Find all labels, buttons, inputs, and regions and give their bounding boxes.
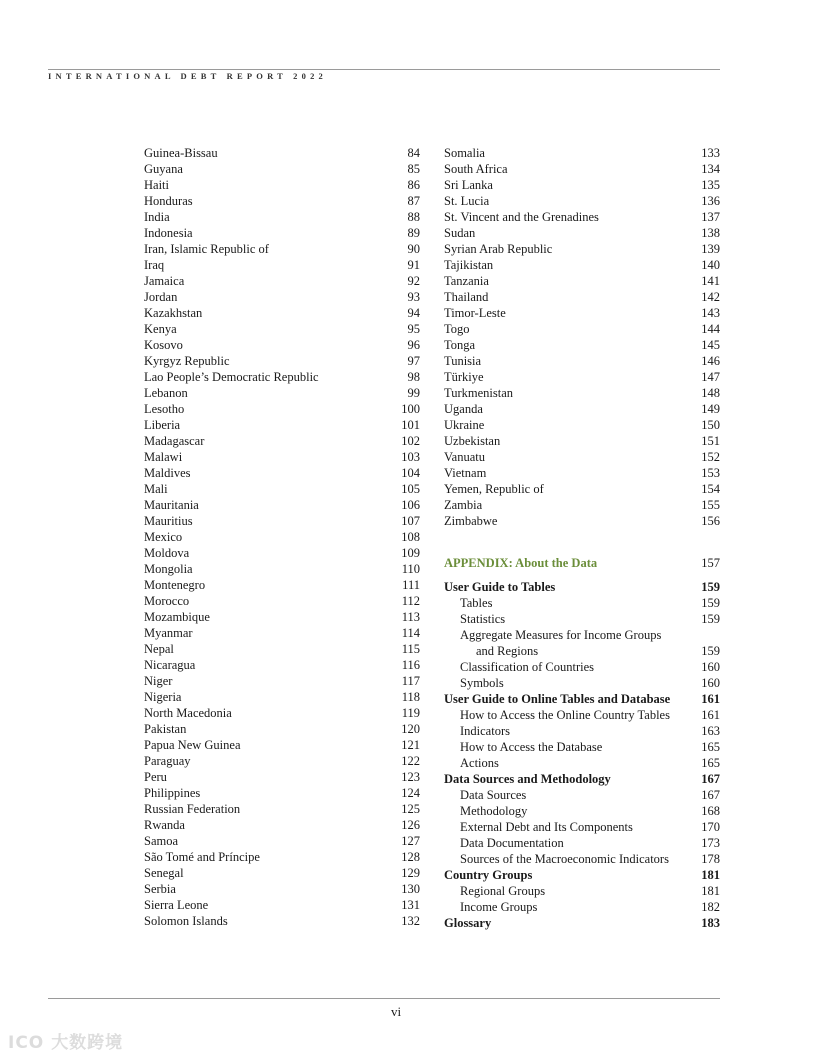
toc-entry[interactable] [144, 193, 420, 209]
toc-entry-label: Mauritania [144, 498, 199, 512]
toc-entry[interactable] [444, 433, 720, 449]
toc-entry-page: 151 [701, 434, 720, 448]
toc-entry-label: Guinea-Bissau [144, 146, 218, 160]
toc-entry[interactable] [444, 401, 720, 417]
toc-entry-label: Senegal [144, 866, 184, 880]
toc-entry[interactable] [444, 209, 720, 225]
toc-entry-label: User Guide to Online Tables and Database [444, 692, 671, 706]
toc-entry-page: 146 [701, 354, 720, 368]
toc-entry[interactable] [144, 353, 420, 369]
page-number: vi [390, 1004, 402, 1019]
toc-entry-page: 121 [401, 738, 420, 752]
toc-entry-label: Nigeria [144, 690, 182, 704]
toc-entry-label: Vanuatu [444, 450, 485, 464]
toc-entry-label: St. Vincent and the Grenadines [444, 210, 599, 224]
toc-entry-page: 144 [701, 322, 720, 336]
toc-entry-page: 147 [701, 370, 720, 384]
toc-entry-page: 99 [407, 386, 420, 400]
toc-entry-page: 130 [401, 882, 420, 896]
toc-entry-page: 86 [407, 178, 420, 192]
toc-entry-page: 167 [701, 772, 720, 786]
toc-entry-page: 139 [701, 242, 720, 256]
running-head: INTERNATIONAL DEBT REPORT 2022 [48, 71, 327, 81]
toc-entry-page: 165 [701, 740, 720, 754]
toc-entry-label: Paraguay [144, 754, 191, 768]
toc-entry[interactable] [444, 369, 720, 385]
toc-entry-page: 161 [701, 708, 720, 722]
toc-entry[interactable] [144, 641, 420, 657]
toc-entry[interactable] [144, 497, 420, 513]
toc-entry-page: 100 [401, 402, 420, 416]
toc-entry-page: 159 [701, 580, 720, 594]
toc-entry[interactable] [144, 657, 420, 673]
bottom-rule [48, 998, 720, 999]
toc-entry[interactable] [444, 353, 720, 369]
toc-subentry[interactable] [444, 835, 720, 851]
toc-entry-label: Morocco [144, 594, 190, 608]
toc-section[interactable] [444, 867, 720, 883]
toc-subentry[interactable] [444, 755, 720, 771]
toc-entry[interactable] [444, 193, 720, 209]
toc-entry-page: 132 [401, 914, 420, 928]
spacer [444, 571, 720, 579]
toc-entry[interactable] [444, 497, 720, 513]
toc-entry-label: Nepal [144, 642, 174, 656]
toc-entry[interactable] [444, 417, 720, 433]
toc-entry-page: 153 [701, 466, 720, 480]
toc-entry[interactable] [444, 305, 720, 321]
toc-entry-label: Niger [144, 674, 173, 688]
toc-subentry[interactable] [444, 787, 720, 803]
toc-entry-page: 116 [401, 658, 420, 672]
toc-entry-label: Timor-Leste [444, 306, 506, 320]
toc-entry-label: Lao People’s Democratic Republic [144, 370, 319, 384]
toc-entry[interactable] [444, 337, 720, 353]
toc-entry-label: Data Documentation [460, 836, 564, 850]
toc-entry-label: Ukraine [444, 418, 485, 432]
toc-entry[interactable] [144, 817, 420, 833]
toc-entry-label: Sources of the Macroeconomic Indicators [460, 852, 669, 866]
toc-entry[interactable] [144, 897, 420, 913]
toc-entry[interactable] [144, 801, 420, 817]
toc-entry[interactable] [144, 385, 420, 401]
toc-entry-page: 90 [407, 242, 420, 256]
toc-entry-page: 112 [401, 594, 420, 608]
toc-entry[interactable] [444, 513, 720, 529]
toc-entry-label: Liberia [144, 418, 181, 432]
toc-entry-label: Sierra Leone [144, 898, 209, 912]
toc-entry-page: 114 [401, 626, 420, 640]
toc-entry-page: 126 [401, 818, 420, 832]
toc-entry-label: Data Sources and Methodology [444, 772, 611, 786]
toc-entry-page: 119 [401, 706, 420, 720]
toc-entry-page: 163 [701, 724, 720, 738]
toc-entry-page: 101 [401, 418, 420, 432]
toc-subentry[interactable] [444, 739, 720, 755]
toc-entry-page: 131 [401, 898, 420, 912]
toc-entry-page: 150 [701, 418, 720, 432]
toc-entry-page: 137 [701, 210, 720, 224]
toc-entry-page: 136 [701, 194, 720, 208]
toc-subentry[interactable] [444, 659, 720, 675]
toc-entry-label: Mali [144, 482, 168, 496]
toc-entry-page: 94 [407, 306, 420, 320]
toc-entry-page: 134 [701, 162, 720, 176]
toc-entry-page: 120 [401, 722, 420, 736]
toc-entry-label: How to Access the Database [460, 740, 603, 754]
toc-subentry[interactable] [444, 723, 720, 739]
toc-section[interactable] [444, 691, 720, 707]
toc-entry[interactable] [444, 161, 720, 177]
toc-entry[interactable] [144, 289, 420, 305]
toc-entry-page: 103 [401, 450, 420, 464]
toc-entry-label: Russian Federation [144, 802, 241, 816]
toc-entry-page: 141 [701, 274, 720, 288]
toc-entry[interactable] [144, 737, 420, 753]
toc-entry-page: 104 [401, 466, 420, 480]
toc-entry[interactable] [444, 449, 720, 465]
toc-entry-page: 159 [701, 612, 720, 626]
toc-entry-label: Indicators [460, 724, 510, 738]
toc-entry-label: Nicaragua [144, 658, 196, 672]
toc-entry-label: St. Lucia [444, 194, 490, 208]
toc-entry-label: North Macedonia [144, 706, 232, 720]
toc-entry[interactable] [144, 369, 420, 385]
toc-entry-label: Kazakhstan [144, 306, 203, 320]
toc-entry[interactable] [444, 225, 720, 241]
toc-entry[interactable] [144, 401, 420, 417]
toc-entry-label: India [144, 210, 170, 224]
toc-entry-label: Yemen, Republic of [444, 482, 544, 496]
toc-entry-page: 182 [701, 900, 720, 914]
toc-entry[interactable] [444, 481, 720, 497]
toc-entry[interactable] [144, 529, 420, 545]
toc-entry-page: 152 [701, 450, 720, 464]
toc-subentry[interactable] [444, 899, 720, 915]
toc-entry[interactable] [144, 513, 420, 529]
toc-entry-page: 110 [401, 562, 420, 576]
toc-entry-label: Togo [444, 322, 470, 336]
toc-entry[interactable] [144, 769, 420, 785]
toc-entry-page: 85 [407, 162, 420, 176]
toc-entry-label: Mexico [144, 530, 183, 544]
toc-entry-label: Lebanon [144, 386, 188, 400]
toc-entry-label: Sudan [444, 226, 476, 240]
toc-entry-page: 102 [401, 434, 420, 448]
toc-entry-label: Syrian Arab Republic [444, 242, 553, 256]
toc-entry-page: 106 [401, 498, 420, 512]
toc-entry-page: 128 [401, 850, 420, 864]
toc-subentry[interactable] [444, 595, 720, 611]
toc-entry-label: Tonga [444, 338, 476, 352]
toc-entry-page: 161 [701, 692, 720, 706]
toc-entry-label: Lesotho [144, 402, 185, 416]
toc-entry-page: 118 [401, 690, 420, 704]
toc-entry-label: Turkmenistan [444, 386, 513, 400]
toc-entry-page: 84 [407, 146, 420, 160]
toc-entry[interactable] [144, 705, 420, 721]
toc-entry-label: Actions [460, 756, 499, 770]
toc-entry-page: 140 [701, 258, 720, 272]
toc-entry[interactable] [144, 721, 420, 737]
toc-entry-label: Vietnam [444, 466, 487, 480]
toc-entry-label: Myanmar [144, 626, 193, 640]
toc-entry-label: Kenya [144, 322, 177, 336]
toc-entry[interactable] [144, 225, 420, 241]
toc-entry-label: Haiti [144, 178, 169, 192]
toc-entry-label: Mongolia [144, 562, 193, 576]
toc-entry-label: Symbols [460, 676, 504, 690]
toc-entry-page: 111 [402, 578, 420, 592]
toc-entry-label: Kosovo [144, 338, 183, 352]
toc-entry[interactable] [444, 321, 720, 337]
toc-entry-page: 156 [701, 514, 720, 528]
toc-entry-label: and Regions [476, 644, 539, 658]
toc-entry-page: 105 [401, 482, 420, 496]
toc-subentry[interactable] [444, 627, 720, 643]
toc-entry-label: Zimbabwe [444, 514, 498, 528]
toc-subentry-cont[interactable] [444, 643, 720, 659]
toc-entry-page: 107 [401, 514, 420, 528]
toc-entry-page: 123 [401, 770, 420, 784]
toc-entry[interactable] [444, 465, 720, 481]
toc-entry[interactable] [144, 545, 420, 561]
toc-entry[interactable] [144, 785, 420, 801]
toc-entry-label: Tanzania [444, 274, 489, 288]
toc-entry-page: 159 [701, 644, 720, 658]
toc-entry-label: Uganda [444, 402, 483, 416]
toc-entry-label: Methodology [460, 804, 528, 818]
toc-entry-page: 135 [701, 178, 720, 192]
toc-entry-label: Indonesia [144, 226, 193, 240]
toc-entry-page: 160 [701, 660, 720, 674]
toc-entry-page: 109 [401, 546, 420, 560]
toc-entry-page: 148 [701, 386, 720, 400]
toc-entry[interactable] [144, 337, 420, 353]
toc-entry-label: Classification of Countries [460, 660, 595, 674]
toc-entry-page: 138 [701, 226, 720, 240]
toc-entry-label: Malawi [144, 450, 183, 464]
toc-entry-label: APPENDIX: About the Data [444, 556, 598, 570]
toc-entry[interactable] [144, 753, 420, 769]
toc-entry-label: Uzbekistan [444, 434, 501, 448]
toc-entry[interactable] [144, 433, 420, 449]
toc-entry-page: 115 [401, 642, 420, 656]
toc-entry-label: Madagascar [144, 434, 205, 448]
toc-subentry[interactable] [444, 675, 720, 691]
toc-entry-page: 160 [701, 676, 720, 690]
toc-entry-page: 98 [407, 370, 420, 384]
toc-entry-label: Jamaica [144, 274, 185, 288]
toc-entry-label: External Debt and Its Components [460, 820, 633, 834]
watermark [8, 1028, 123, 1053]
toc-entry-page: 122 [401, 754, 420, 768]
toc-entry-label: Thailand [444, 290, 489, 304]
toc-entry-page: 143 [701, 306, 720, 320]
toc-entry[interactable] [144, 625, 420, 641]
toc-entry-page: 93 [407, 290, 420, 304]
toc-entry-label: Sri Lanka [444, 178, 493, 192]
toc-entry-label: Serbia [144, 882, 176, 896]
toc-entry-label: Iran, Islamic Republic of [144, 242, 269, 256]
toc-entry-page: 159 [701, 596, 720, 610]
toc-entry[interactable] [444, 257, 720, 273]
toc-entry-page: 154 [701, 482, 720, 496]
toc-entry[interactable] [144, 241, 420, 257]
toc-subentry[interactable] [444, 819, 720, 835]
toc-entry-page: 88 [407, 210, 420, 224]
toc-left-column [144, 145, 420, 929]
toc-entry-label: Guyana [144, 162, 183, 176]
toc-entry-page: 157 [701, 556, 720, 570]
toc-entry-page: 127 [401, 834, 420, 848]
toc-subentry[interactable] [444, 803, 720, 819]
toc-entry[interactable] [144, 609, 420, 625]
toc-entry-label: Jordan [144, 290, 178, 304]
toc-entry-label: Somalia [444, 146, 485, 160]
toc-entry-page: 167 [701, 788, 720, 802]
toc-entry[interactable] [444, 289, 720, 305]
toc-entry-page: 124 [401, 786, 420, 800]
toc-entry-label: São Tomé and Príncipe [144, 850, 260, 864]
toc-entry[interactable] [144, 577, 420, 593]
toc-entry-label: Maldives [144, 466, 191, 480]
toc-entry-label: South Africa [444, 162, 508, 176]
toc-entry[interactable] [144, 849, 420, 865]
toc-entry-label: Tables [460, 596, 493, 610]
toc-entry-label: Aggregate Measures for Income Groups [460, 628, 662, 642]
toc-entry[interactable] [144, 465, 420, 481]
toc-entry-page: 125 [401, 802, 420, 816]
toc-entry[interactable] [144, 481, 420, 497]
toc-entry-label: Peru [144, 770, 167, 784]
toc-entry-label: Income Groups [460, 900, 538, 914]
toc-entry-page: 133 [701, 146, 720, 160]
toc-entry-page: 117 [401, 674, 420, 688]
toc-entry-page: 97 [407, 354, 420, 368]
toc-entry[interactable] [144, 673, 420, 689]
toc-entry-page: 129 [401, 866, 420, 880]
toc-entry[interactable] [444, 177, 720, 193]
toc-entry-page: 108 [401, 530, 420, 544]
toc-entry-label: Papua New Guinea [144, 738, 241, 752]
toc-entry-page: 173 [701, 836, 720, 850]
toc-entry-page: 87 [407, 194, 420, 208]
toc-entry-page: 149 [701, 402, 720, 416]
toc-entry-page: 92 [407, 274, 420, 288]
toc-entry[interactable] [144, 209, 420, 225]
toc-entry[interactable] [144, 321, 420, 337]
toc-entry-page: 91 [407, 258, 420, 272]
toc-entry-label: Kyrgyz Republic [144, 354, 230, 368]
toc-entry-page: 113 [401, 610, 420, 624]
watermark-logo: ICO [8, 1033, 45, 1053]
toc-entry-label: Statistics [460, 612, 506, 626]
toc-entry-label: User Guide to Tables [444, 580, 556, 594]
toc-entry-label: Data Sources [460, 788, 527, 802]
toc-entry[interactable] [144, 913, 420, 929]
toc-entry[interactable] [444, 145, 720, 161]
toc-subentry[interactable] [444, 883, 720, 899]
toc-entry-label: Glossary [444, 916, 492, 930]
toc-entry-page: 142 [701, 290, 720, 304]
toc-entry-label: Philippines [144, 786, 201, 800]
toc-entry-label: Moldova [144, 546, 190, 560]
top-rule [48, 69, 720, 70]
toc-entry-page: 183 [701, 916, 720, 930]
toc-entry-page: 181 [701, 868, 720, 882]
toc-entry-label: Montenegro [144, 578, 206, 592]
toc-entry-label: Mozambique [144, 610, 210, 624]
toc-entry[interactable] [144, 177, 420, 193]
toc-entry[interactable] [144, 593, 420, 609]
appendix-heading[interactable] [444, 555, 720, 571]
toc-entry-page: 168 [701, 804, 720, 818]
toc-entry-page: 95 [407, 322, 420, 336]
toc-entry-page: 89 [407, 226, 420, 240]
toc-entry-page: 181 [701, 884, 720, 898]
toc-entry-label: Country Groups [444, 868, 533, 882]
toc-entry[interactable] [144, 449, 420, 465]
toc-entry[interactable] [144, 305, 420, 321]
toc-entry-page: 155 [701, 498, 720, 512]
toc-section[interactable] [444, 915, 720, 931]
toc-entry[interactable] [444, 241, 720, 257]
toc-section[interactable] [444, 579, 720, 595]
toc-entry-label: Honduras [144, 194, 193, 208]
toc-right-column [444, 145, 720, 931]
toc-entry[interactable] [144, 689, 420, 705]
toc-entry-page: 145 [701, 338, 720, 352]
toc-subentry[interactable] [444, 611, 720, 627]
toc-subentry[interactable] [444, 851, 720, 867]
toc-entry-label: How to Access the Online Country Tables [460, 708, 670, 722]
toc-entry-label: Solomon Islands [144, 914, 228, 928]
toc-entry-label: Regional Groups [460, 884, 546, 898]
toc-entry-label: Iraq [144, 258, 165, 272]
spacer [444, 529, 720, 555]
toc-entry[interactable] [144, 417, 420, 433]
toc-entry-label: Türkiye [444, 370, 484, 384]
toc-entry-page: 96 [407, 338, 420, 352]
toc-entry-page: 170 [701, 820, 720, 834]
toc-entry-label: Samoa [144, 834, 179, 848]
toc-entry[interactable] [144, 865, 420, 881]
toc-entry-page: 165 [701, 756, 720, 770]
toc-entry[interactable] [144, 833, 420, 849]
toc-entry[interactable] [444, 273, 720, 289]
toc-entry-label: Zambia [444, 498, 483, 512]
toc-entry-label: Mauritius [144, 514, 193, 528]
toc-entry[interactable] [144, 273, 420, 289]
toc-entry[interactable] [144, 881, 420, 897]
toc-entry-page: 178 [701, 852, 720, 866]
watermark-text: 大数跨境 [51, 1033, 124, 1053]
toc-entry-label: Tajikistan [444, 258, 494, 272]
toc-entry[interactable] [144, 561, 420, 577]
toc-entry[interactable] [144, 257, 420, 273]
toc-section[interactable] [444, 771, 720, 787]
toc-subentry[interactable] [444, 707, 720, 723]
toc-entry-label: Rwanda [144, 818, 185, 832]
toc-entry-label: Pakistan [144, 722, 187, 736]
toc-entry[interactable] [144, 161, 420, 177]
toc-entry-label: Tunisia [444, 354, 482, 368]
toc-entry[interactable] [144, 145, 420, 161]
toc-entry[interactable] [444, 385, 720, 401]
